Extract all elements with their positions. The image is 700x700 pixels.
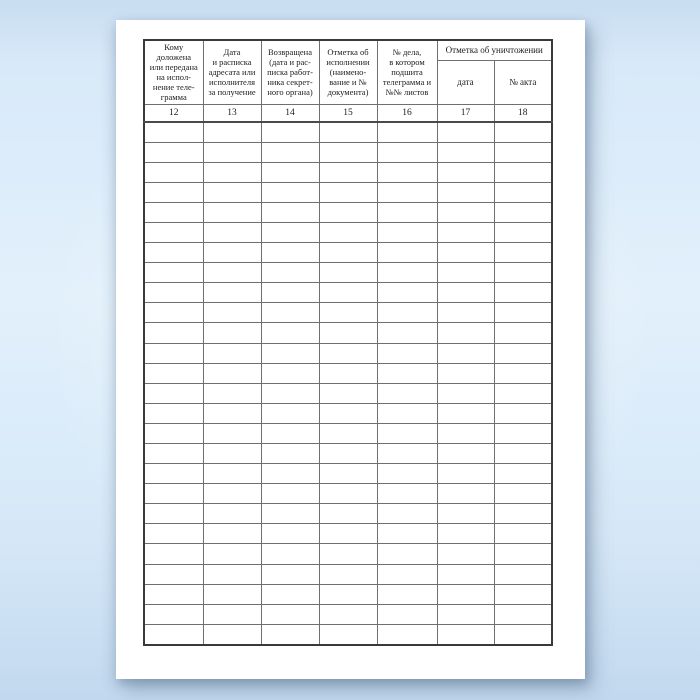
body-cell <box>494 222 552 242</box>
body-cell <box>437 584 494 604</box>
body-cell <box>261 444 319 464</box>
body-cell <box>437 624 494 645</box>
header-line: писка работ- <box>267 67 313 78</box>
body-cell <box>144 283 203 303</box>
body-cell <box>437 323 494 343</box>
body-cell <box>203 323 261 343</box>
body-row <box>144 122 552 143</box>
header-line: ника секрет- <box>267 77 313 88</box>
body-cell <box>377 564 437 584</box>
header-line: адресата или <box>208 67 256 78</box>
body-cell <box>261 604 319 624</box>
body-cell <box>319 283 377 303</box>
body-cell <box>377 343 437 363</box>
body-cell <box>437 202 494 222</box>
body-row <box>144 584 552 604</box>
column-number-14: 14 <box>261 104 319 122</box>
header-line: грамма <box>160 92 187 103</box>
body-cell <box>437 222 494 242</box>
body-cell <box>261 403 319 423</box>
column-number-13: 13 <box>203 104 261 122</box>
body-cell <box>261 263 319 283</box>
body-cell <box>437 162 494 182</box>
body-row <box>144 604 552 624</box>
body-cell <box>494 263 552 283</box>
column-header-18: № акта <box>494 60 552 104</box>
header-line: Дата <box>223 47 241 58</box>
body-cell <box>203 182 261 202</box>
body-cell <box>261 524 319 544</box>
body-row <box>144 303 552 323</box>
body-cell <box>203 504 261 524</box>
body-cell <box>377 323 437 343</box>
body-cell <box>144 584 203 604</box>
body-row <box>144 403 552 423</box>
body-cell <box>377 222 437 242</box>
body-cell <box>437 283 494 303</box>
body-cell <box>261 162 319 182</box>
body-cell <box>437 504 494 524</box>
body-cell <box>377 303 437 323</box>
body-cell <box>377 122 437 143</box>
body-cell <box>203 624 261 645</box>
body-cell <box>261 323 319 343</box>
body-cell <box>494 584 552 604</box>
body-cell <box>144 323 203 343</box>
body-cell <box>261 202 319 222</box>
body-cell <box>144 564 203 584</box>
body-cell <box>494 142 552 162</box>
body-cell <box>144 604 203 624</box>
body-cell <box>144 202 203 222</box>
body-cell <box>437 544 494 564</box>
body-row <box>144 243 552 263</box>
body-cell <box>494 122 552 143</box>
body-cell <box>494 383 552 403</box>
body-cell <box>203 142 261 162</box>
column-number-row <box>144 104 552 122</box>
body-row <box>144 142 552 162</box>
header-line: Кому <box>164 42 184 53</box>
body-cell <box>319 383 377 403</box>
body-row <box>144 484 552 504</box>
body-cell <box>319 182 377 202</box>
body-cell <box>144 444 203 464</box>
body-cell <box>203 162 261 182</box>
header-line: нение теле- <box>152 82 195 93</box>
body-cell <box>261 564 319 584</box>
body-cell <box>144 303 203 323</box>
body-cell <box>377 283 437 303</box>
body-cell <box>319 162 377 182</box>
body-cell <box>494 343 552 363</box>
body-cell <box>144 624 203 645</box>
body-cell <box>377 584 437 604</box>
body-cell <box>144 243 203 263</box>
body-cell <box>437 363 494 383</box>
body-cell <box>144 544 203 564</box>
body-cell <box>319 624 377 645</box>
body-cell <box>261 383 319 403</box>
header-line: №№ листов <box>385 87 429 98</box>
header-line: (дата и рас- <box>269 57 311 68</box>
body-cell <box>319 584 377 604</box>
body-row <box>144 383 552 403</box>
body-cell <box>494 624 552 645</box>
body-cell <box>437 484 494 504</box>
body-cell <box>203 383 261 403</box>
body-cell <box>319 423 377 443</box>
header-line: или передана <box>149 62 198 73</box>
body-cell <box>494 202 552 222</box>
body-cell <box>437 524 494 544</box>
body-row <box>144 202 552 222</box>
body-cell <box>261 584 319 604</box>
body-cell <box>319 343 377 363</box>
body-cell <box>203 403 261 423</box>
body-cell <box>203 363 261 383</box>
body-row <box>144 524 552 544</box>
body-cell <box>494 564 552 584</box>
body-cell <box>144 122 203 143</box>
body-cell <box>261 363 319 383</box>
body-cell <box>377 363 437 383</box>
body-cell <box>494 484 552 504</box>
body-row <box>144 343 552 363</box>
body-row <box>144 544 552 564</box>
body-cell <box>261 222 319 242</box>
body-cell <box>203 524 261 544</box>
body-cell <box>494 403 552 423</box>
body-cell <box>437 564 494 584</box>
body-cell <box>437 122 494 143</box>
body-cell <box>203 604 261 624</box>
body-cell <box>437 243 494 263</box>
body-cell <box>144 363 203 383</box>
body-cell <box>494 444 552 464</box>
body-cell <box>377 383 437 403</box>
header-line: доложена <box>156 52 192 63</box>
body-cell <box>377 243 437 263</box>
body-row <box>144 162 552 182</box>
body-cell <box>494 504 552 524</box>
body-row <box>144 504 552 524</box>
body-cell <box>261 504 319 524</box>
body-cell <box>494 464 552 484</box>
body-cell <box>319 323 377 343</box>
body-cell <box>494 524 552 544</box>
body-cell <box>319 504 377 524</box>
body-cell <box>203 243 261 263</box>
header-line: № дела, <box>392 47 422 58</box>
body-cell <box>437 182 494 202</box>
body-cell <box>377 524 437 544</box>
body-cell <box>377 484 437 504</box>
body-cell <box>494 544 552 564</box>
body-cell <box>203 122 261 143</box>
body-cell <box>261 182 319 202</box>
body-cell <box>261 303 319 323</box>
body-cell <box>203 464 261 484</box>
body-cell <box>144 403 203 423</box>
header-line: на испол- <box>156 72 192 83</box>
header-line: документа) <box>327 87 369 98</box>
body-cell <box>377 202 437 222</box>
column-number-18: 18 <box>494 104 552 122</box>
body-cell <box>437 303 494 323</box>
body-cell <box>377 504 437 524</box>
body-cell <box>144 162 203 182</box>
body-cell <box>319 564 377 584</box>
body-cell <box>437 604 494 624</box>
body-cell <box>377 162 437 182</box>
body-cell <box>437 444 494 464</box>
body-cell <box>319 604 377 624</box>
body-cell <box>319 222 377 242</box>
body-cell <box>203 263 261 283</box>
body-cell <box>261 423 319 443</box>
body-cell <box>437 343 494 363</box>
body-cell <box>319 303 377 323</box>
body-cell <box>377 604 437 624</box>
body-cell <box>319 464 377 484</box>
body-row <box>144 283 552 303</box>
column-number-17: 17 <box>437 104 494 122</box>
body-cell <box>203 303 261 323</box>
header-line: Отметка об <box>327 47 369 58</box>
body-cell <box>261 343 319 363</box>
header-row-top <box>144 40 552 60</box>
body-cell <box>494 423 552 443</box>
column-number-15: 15 <box>319 104 377 122</box>
body-cell <box>377 444 437 464</box>
column-header-16 <box>377 40 437 104</box>
column-header-14 <box>261 40 319 104</box>
body-cell <box>319 403 377 423</box>
body-cell <box>319 122 377 143</box>
column-number-16: 16 <box>377 104 437 122</box>
body-cell <box>494 243 552 263</box>
column-number-12: 12 <box>144 104 203 122</box>
body-row <box>144 464 552 484</box>
body-cell <box>203 544 261 564</box>
body-cell <box>203 584 261 604</box>
body-row <box>144 564 552 584</box>
body-cell <box>494 182 552 202</box>
body-cell <box>144 484 203 504</box>
body-cell <box>494 283 552 303</box>
body-cell <box>494 303 552 323</box>
body-row <box>144 444 552 464</box>
body-cell <box>319 444 377 464</box>
body-cell <box>261 484 319 504</box>
body-cell <box>437 142 494 162</box>
body-cell <box>377 403 437 423</box>
body-cell <box>261 243 319 263</box>
body-cell <box>261 624 319 645</box>
header-line: исполнителя <box>209 77 255 88</box>
journal-table <box>143 39 553 646</box>
body-cell <box>377 464 437 484</box>
body-cell <box>203 444 261 464</box>
body-cell <box>203 283 261 303</box>
body-row <box>144 624 552 645</box>
body-cell <box>203 423 261 443</box>
body-row <box>144 363 552 383</box>
body-cell <box>377 263 437 283</box>
body-cell <box>144 142 203 162</box>
body-cell <box>437 263 494 283</box>
header-line: вание и № <box>329 77 367 88</box>
body-cell <box>437 383 494 403</box>
body-cell <box>319 263 377 283</box>
body-cell <box>261 283 319 303</box>
header-line: ного органа) <box>267 87 313 98</box>
body-cell <box>144 263 203 283</box>
header-line: за получение <box>208 87 256 98</box>
body-cell <box>377 423 437 443</box>
body-cell <box>261 142 319 162</box>
body-cell <box>319 484 377 504</box>
body-cell <box>261 122 319 143</box>
body-row <box>144 263 552 283</box>
body-cell <box>377 142 437 162</box>
body-cell <box>144 464 203 484</box>
body-cell <box>377 182 437 202</box>
body-cell <box>144 383 203 403</box>
body-cell <box>144 423 203 443</box>
body-cell <box>319 142 377 162</box>
body-cell <box>494 363 552 383</box>
paper-sheet <box>116 20 585 679</box>
body-cell <box>144 222 203 242</box>
body-cell <box>494 604 552 624</box>
body-cell <box>203 564 261 584</box>
body-row <box>144 423 552 443</box>
header-line: телеграмма и <box>382 77 432 88</box>
header-line: (наимено- <box>329 67 367 78</box>
header-line: исполнении <box>326 57 370 68</box>
body-cell <box>494 162 552 182</box>
body-cell <box>261 544 319 564</box>
body-row <box>144 182 552 202</box>
header-line: и расписка <box>212 57 252 68</box>
body-cell <box>319 202 377 222</box>
column-header-15 <box>319 40 377 104</box>
column-header-12 <box>144 40 203 104</box>
body-cell <box>144 182 203 202</box>
body-cell <box>144 504 203 524</box>
header-line: в котором <box>389 57 425 68</box>
body-cell <box>261 464 319 484</box>
header-line: Возвращена <box>268 47 312 58</box>
body-cell <box>319 243 377 263</box>
destruction-group-header: Отметка об уничтожении <box>437 40 552 60</box>
body-cell <box>319 524 377 544</box>
body-cell <box>144 343 203 363</box>
body-cell <box>437 423 494 443</box>
column-header-17: дата <box>437 60 494 104</box>
body-cell <box>437 403 494 423</box>
body-row <box>144 222 552 242</box>
body-cell <box>144 524 203 544</box>
body-cell <box>319 363 377 383</box>
body-cell <box>377 624 437 645</box>
body-row <box>144 323 552 343</box>
header-line: подшита <box>391 67 423 78</box>
column-header-13 <box>203 40 261 104</box>
body-cell <box>494 323 552 343</box>
body-cell <box>203 222 261 242</box>
body-cell <box>203 343 261 363</box>
body-cell <box>203 202 261 222</box>
body-cell <box>377 544 437 564</box>
body-cell <box>437 464 494 484</box>
body-cell <box>203 484 261 504</box>
body-cell <box>319 544 377 564</box>
